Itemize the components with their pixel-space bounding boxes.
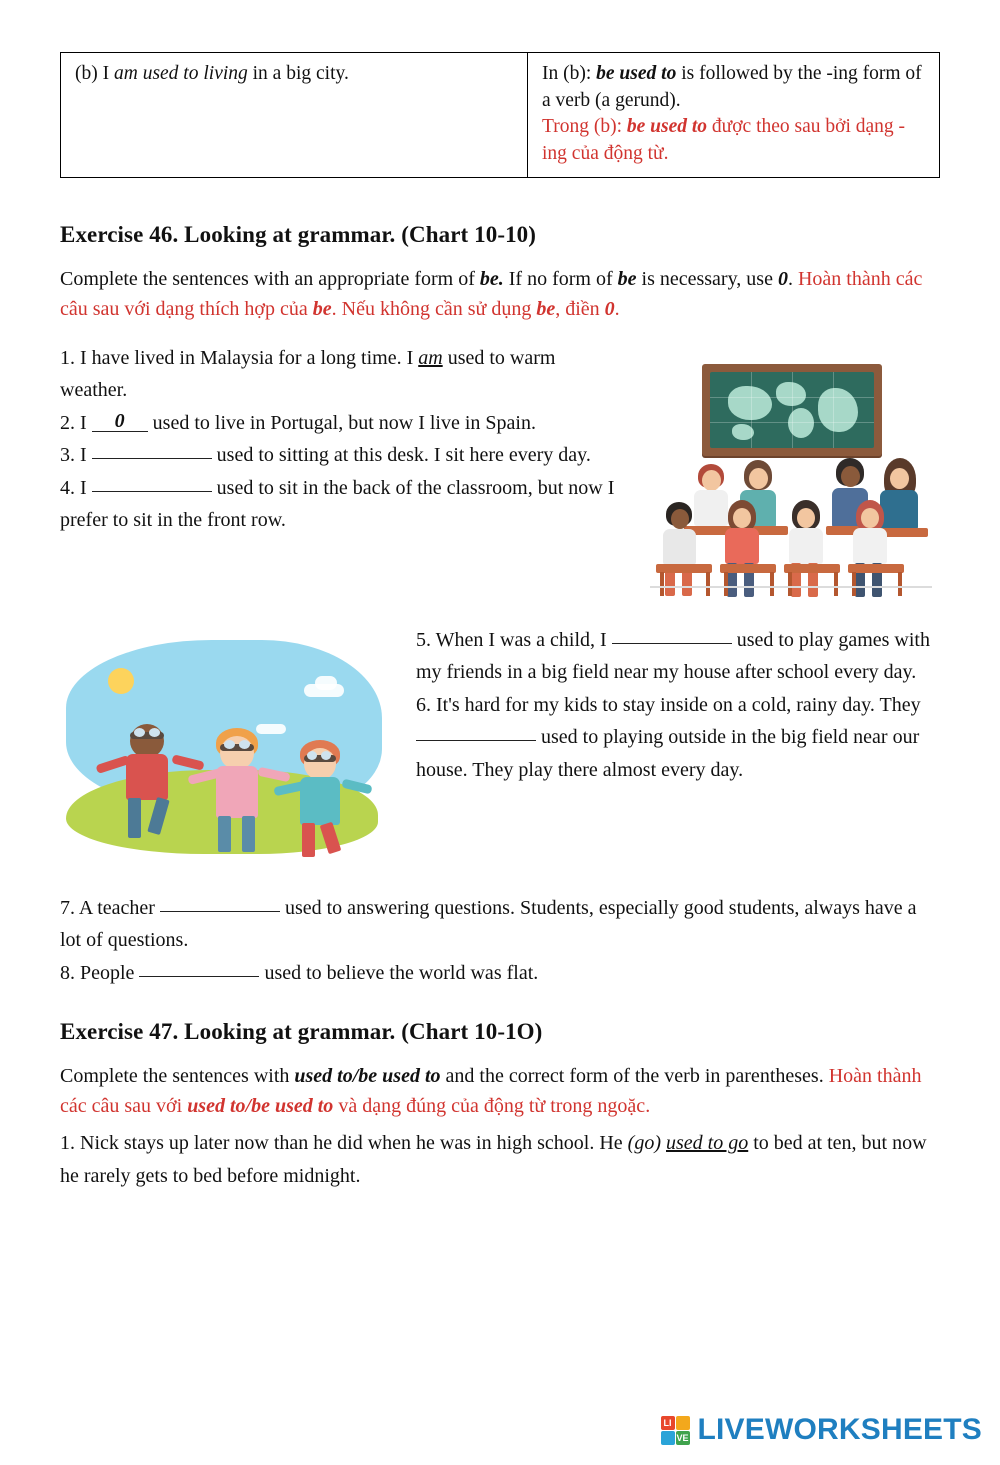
worksheet-page (0, 52, 1000, 1465)
q3-number: 3. (60, 444, 75, 467)
ex47-q1-cue: (go) (627, 1132, 661, 1155)
q8-answer-blank[interactable] (139, 976, 259, 977)
instr-bold1: be. (479, 268, 504, 291)
chalkboard-map (710, 372, 874, 448)
q2-before: I (75, 411, 92, 434)
instr-viet-bold1: be (312, 298, 332, 321)
q3-before: I (75, 444, 92, 467)
q4-answer-blank[interactable] (92, 491, 212, 492)
questions-7-8-group (60, 892, 940, 989)
instr-viet4: . (614, 298, 620, 321)
q1-after: used to warm weather. (60, 347, 556, 402)
liveworksheets-badge-icon (661, 1416, 690, 1445)
q8-before: People (75, 961, 140, 984)
instr-viet3: , điền (555, 298, 605, 321)
q5-answer-blank[interactable] (612, 643, 732, 644)
instr-bold2: be (617, 268, 637, 291)
liveworksheets-logo[interactable] (661, 1413, 983, 1447)
explanation-english-bold: be used to (596, 63, 677, 84)
instr-viet2: . Nếu không cần sử dụng (331, 298, 537, 321)
instr-part1: Complete the sentences with an appropriate form of (60, 268, 480, 291)
questions-5-6-group (60, 624, 940, 888)
q5-after: used to play games with my friends in a big field near my house after school every day. (416, 629, 930, 684)
explanation-viet-bold: be used to (626, 116, 708, 138)
q6-answer-blank[interactable] (416, 740, 536, 741)
q3-answer-blank[interactable] (92, 458, 212, 459)
explanation-viet-prefix: Trong (b): (542, 116, 627, 138)
instr-part3: is necessary, use (636, 268, 778, 291)
ex47-question-item-1 (60, 1127, 940, 1192)
ex47-q1-answer[interactable]: used to go (666, 1132, 749, 1155)
q2-number: 2. (60, 411, 75, 434)
q1-before: I have lived in Malaysia for a long time. I (75, 347, 419, 370)
instr47-bold1: used to/be used to (294, 1065, 441, 1088)
chalkboard (702, 364, 882, 456)
badge-letter-li: LI (661, 1416, 675, 1430)
q5-number: 5. (416, 629, 431, 652)
question-item-8 (60, 957, 940, 989)
badge-square-blue (661, 1431, 675, 1445)
questions-1-4-group (60, 342, 940, 616)
classroom-illustration (640, 350, 940, 610)
q4-before: I (75, 476, 92, 499)
q2-after: used to live in Portugal, but now I live in Spain. (147, 411, 536, 434)
q8-number: 8. (60, 961, 75, 984)
ex47-q1-after: to bed at ten, but now he rarely gets to bed before midnight. (60, 1132, 927, 1187)
table-row (61, 53, 940, 178)
badge-square-orange (676, 1416, 690, 1430)
q4-number: 4. (60, 476, 75, 499)
example-italic: am used to living (113, 63, 248, 84)
ex47-q1-before: Nick stays up later now than he did when he was in high school. He (75, 1132, 628, 1155)
example-prefix: (b) I (75, 63, 114, 84)
exercise-47-instruction (60, 1061, 940, 1121)
badge-letter-ve: VE (676, 1432, 689, 1443)
explanation-viet-suffix: được theo sau bởi dạng -ing của động từ. (542, 116, 906, 164)
q6-before: It's hard for my kids to stay inside on a cold, rainy day. They (431, 693, 921, 716)
question-item-7 (60, 892, 940, 957)
q3-after: used to sitting at this desk. I sit here every day. (211, 444, 591, 467)
explanation-english-prefix: In (b): (542, 63, 597, 84)
instr47-part2: and the correct form of the verb in parentheses. (440, 1065, 829, 1088)
q1-answer[interactable]: am (418, 347, 443, 370)
q6-number: 6. (416, 693, 431, 716)
instr-viet1: Hoàn thành các câu sau với dạng thích hợp của (60, 268, 923, 321)
explanation-english (542, 61, 927, 114)
example-explanation-cell (528, 53, 940, 178)
sun-icon (108, 668, 134, 694)
instr-part2: If no form of (503, 268, 618, 291)
exercise-46-title: Exercise 46. Looking at grammar. (Chart 10-10) (60, 222, 537, 248)
instr-part4: . (787, 268, 798, 291)
example-suffix: in a big city. (247, 63, 349, 84)
kids-playing-illustration (60, 632, 390, 882)
instr-bold3: 0 (777, 268, 788, 291)
exercise-47-title: Exercise 47. Looking at grammar. (Chart 10-1O) (60, 1019, 543, 1045)
instr-viet-bold2: be (536, 298, 556, 321)
explanation-english-suffix: is followed by the -ing form of a verb (a gerund). (542, 63, 922, 111)
q4-after: used to sit in the back of the classroom, but now I prefer to sit in the front row. (60, 476, 615, 532)
instr47-part1: Complete the sentences with (60, 1065, 295, 1088)
q6-after: used to playing outside in the big field near our house. They play there almost every day. (416, 726, 920, 781)
instr47-viet1: Hoàn thành các câu sau với (60, 1065, 922, 1118)
q7-after: used to answering questions. Students, especially good students, always have a lot of questions. (60, 897, 917, 952)
liveworksheets-wordmark: LIVEWORKSHEETS (697, 1413, 982, 1446)
ex47-q1-number: 1. (60, 1132, 75, 1155)
q7-before: A teacher (75, 897, 160, 920)
explanation-vietnamese (542, 114, 927, 167)
exercise-46-instruction (60, 264, 940, 324)
q7-number: 7. (60, 897, 75, 920)
q7-answer-blank[interactable] (160, 911, 280, 912)
example-sentence-cell (61, 53, 528, 178)
instr47-viet2: và dạng đúng của động từ trong ngoặc. (333, 1095, 651, 1118)
q8-after: used to believe the world was flat. (259, 961, 539, 984)
q1-number: 1. (60, 347, 75, 370)
example-table (60, 52, 940, 178)
instr-viet-bold3: 0 (604, 298, 615, 321)
instr47-viet-bold1: used to/be used to (187, 1095, 334, 1118)
q5-before: When I was a child, I (431, 629, 612, 652)
q2-answer-blank[interactable]: 0 (92, 411, 148, 432)
